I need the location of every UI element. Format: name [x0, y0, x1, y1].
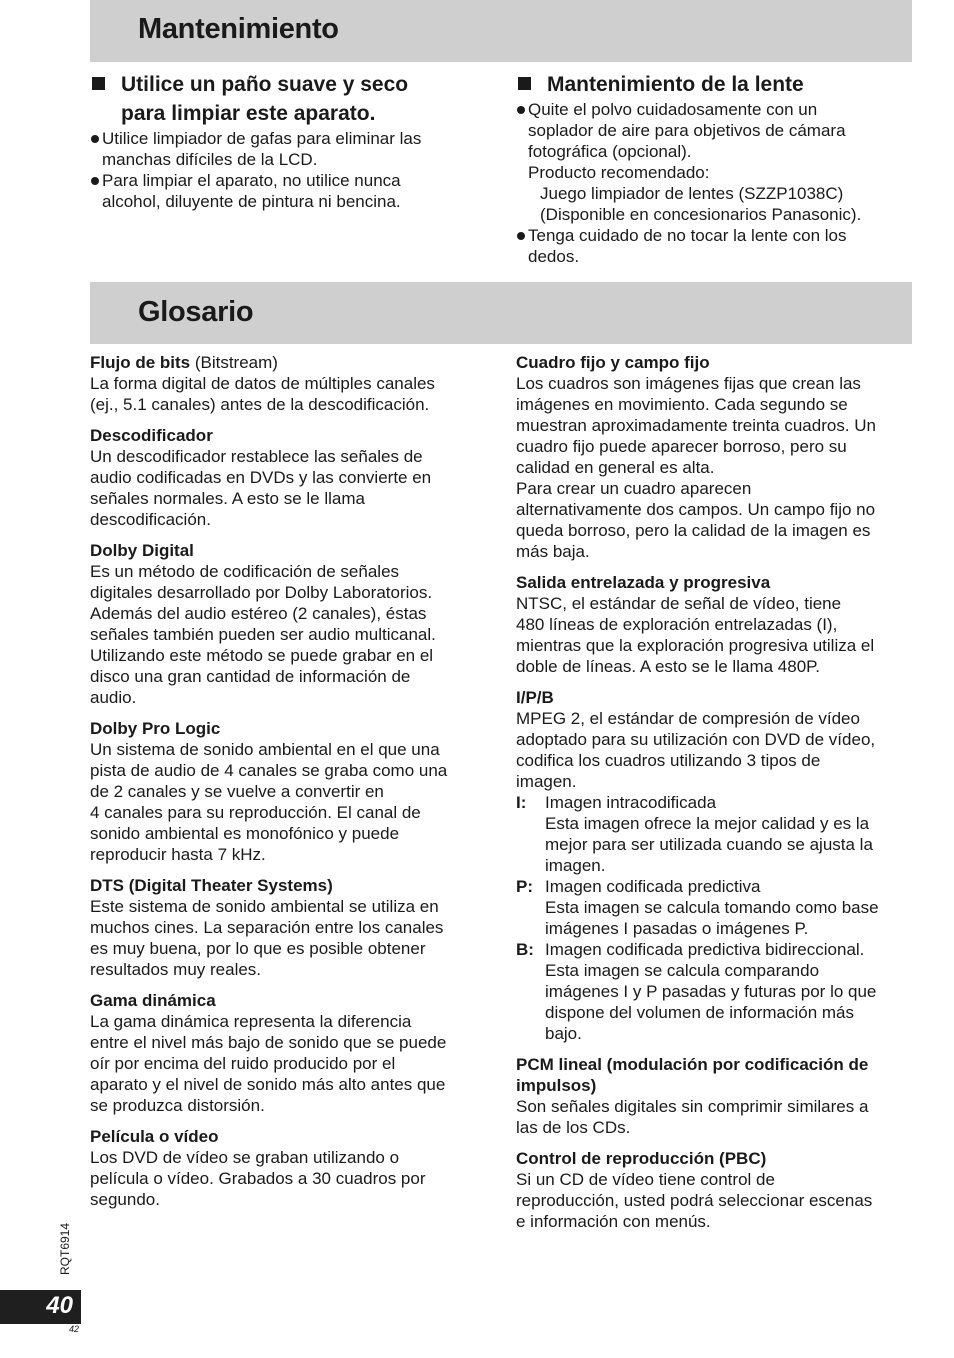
- term-text: Película o vídeo: [90, 1127, 219, 1146]
- text-line: sonido ambiental es monofónico y puede: [90, 824, 400, 843]
- term-text: Dolby Digital: [90, 541, 194, 560]
- text-line: mejor para ser utilizada cuando se ajusta la: [545, 835, 873, 854]
- text-line: imágenes en movimiento. Cada segundo se: [516, 395, 848, 414]
- text-line: imagen.: [545, 856, 606, 875]
- cleaning-bullet: [90, 128, 490, 170]
- text-line: audio.: [90, 688, 137, 707]
- text-line: doble de líneas. A esto se le llama 480P.: [516, 657, 821, 676]
- picture-type-description: [545, 876, 912, 939]
- glossary-definition: [90, 739, 490, 865]
- picture-type-item: [516, 792, 912, 876]
- lens-bullet: [516, 225, 912, 267]
- picture-type-item: [516, 939, 912, 1044]
- text-line: segundo.: [90, 1190, 160, 1209]
- glossary-term: [90, 540, 490, 561]
- lens-heading: [516, 70, 912, 99]
- glossary-term: Control de reproducción (PBC): [516, 1149, 767, 1168]
- text-line: calidad en general es alta.: [516, 458, 715, 477]
- term-text: DTS (Digital Theater Systems): [90, 876, 333, 895]
- text-line: dedos.: [528, 247, 580, 266]
- glossary-term: [90, 352, 490, 373]
- text-line: Imagen intracodificada: [545, 793, 717, 812]
- text-line: Es un método de codificación de señales: [90, 562, 400, 581]
- text-line: 4 canales para su reproducción. El canal de: [90, 803, 421, 822]
- term-line: PCM lineal (modulación por codificación de: [516, 1055, 869, 1074]
- text-line: queda borroso, pero la calidad de la imagen es: [516, 521, 871, 540]
- picture-type-key: P:: [516, 877, 533, 896]
- text-line: e información con menús.: [516, 1212, 711, 1231]
- glossary-right-column: [516, 352, 912, 1242]
- glossary-entry: [90, 718, 490, 865]
- maintenance-right-column: [516, 70, 912, 267]
- glossary-definition: [90, 1011, 490, 1116]
- glossary-definition: [90, 373, 490, 415]
- glossary-entry-pcm: [516, 1054, 912, 1138]
- text-line: Esta imagen se calcula tomando como base: [545, 898, 879, 917]
- text-line: Para limpiar el aparato, no utilice nunca: [102, 171, 401, 190]
- glossary-entry-cuadro: [516, 352, 912, 562]
- text-line: Los cuadros son imágenes fijas que crean las: [516, 374, 861, 393]
- glossary-definition: [90, 896, 490, 980]
- text-line: Además del audio estéreo (2 canales), éstas: [90, 604, 427, 623]
- text-line: Tenga cuidado de no tocar la lente con los: [528, 226, 847, 245]
- recommended-label: Producto recomendado:: [528, 163, 710, 182]
- glossary-definition: [516, 373, 912, 562]
- glossary-term: Cuadro fijo y campo fijo: [516, 353, 710, 372]
- text-line: mientras que la exploración progresiva utiliza el: [516, 636, 875, 655]
- text-line: Los DVD de vídeo se graban utilizando o: [90, 1148, 400, 1167]
- text-line: Imagen codificada predictiva bidireccional.: [545, 940, 865, 959]
- text-line: La forma digital de datos de múltiples canales: [90, 374, 435, 393]
- recommended-availability: (Disponible en concesionarios Panasonic).: [540, 205, 862, 224]
- cleaning-bullet: [90, 170, 490, 212]
- glossary-entry: [90, 352, 490, 415]
- picture-type-description: [545, 792, 912, 876]
- text-line: resultados muy reales.: [90, 960, 262, 979]
- glossary-term: [90, 875, 490, 896]
- glossary-left-column: [90, 352, 490, 1220]
- text-line: NTSC, el estándar de señal de vídeo, tiene: [516, 594, 842, 613]
- maintenance-title: Mantenimiento: [138, 13, 339, 45]
- glossary-header-band: [90, 282, 912, 344]
- text-line: Imagen codificada predictiva: [545, 877, 761, 896]
- text-line: se produzca distorsión.: [90, 1096, 265, 1115]
- text-line: Un descodificador restablece las señales de: [90, 447, 423, 466]
- maintenance-left-column: [90, 70, 490, 212]
- text-line: adoptado para su utilización con DVD de vídeo,: [516, 730, 876, 749]
- glossary-definition: [90, 446, 490, 530]
- glossary-entry-ipb: [516, 687, 912, 1044]
- text-line: codifica los cuadros utilizando 3 tipos de: [516, 751, 821, 770]
- text-line: reproducir hasta 7 kHz.: [90, 845, 266, 864]
- text-line: imágenes I y P pasadas y futuras por lo que: [545, 982, 877, 1001]
- page-number-box: [0, 1290, 81, 1324]
- text-line: Este sistema de sonido ambiental se utiliza en: [90, 897, 439, 916]
- page-number: 40: [46, 1292, 73, 1319]
- secondary-page-number: 42: [69, 1324, 80, 1334]
- text-line: Si un CD de vídeo tiene control de: [516, 1170, 775, 1189]
- text-line: cuadro fijo puede aparecer borroso, pero su: [516, 437, 847, 456]
- text-line: oír por encima del ruido producido por el: [90, 1054, 396, 1073]
- text-line: Esta imagen se calcula comparando: [545, 961, 820, 980]
- glossary-term: [90, 425, 490, 446]
- text-line: más baja.: [516, 542, 590, 561]
- text-line: disco una gran cantidad de información de: [90, 667, 411, 686]
- text-line: Son señales digitales sin comprimir similares a: [516, 1097, 869, 1116]
- text-line: Utilizando este método se puede grabar en el: [90, 646, 434, 665]
- text-line: dispone del volumen de información más: [545, 1003, 855, 1022]
- glossary-definition: [516, 1169, 912, 1232]
- text-line: es muy buena, por lo que es posible obtener: [90, 939, 426, 958]
- recommended-product: Juego limpiador de lentes (SZZP1038C): [540, 184, 844, 203]
- text-line: muchos cines. La separación entre los canales: [90, 918, 444, 937]
- text-line: 480 líneas de exploración entrelazadas (I),: [516, 615, 838, 634]
- text-line: señales también pueden ser audio multicanal.: [90, 625, 436, 644]
- text-line: Un sistema de sonido ambiental en el que una: [90, 740, 440, 759]
- text-line: entre el nivel más bajo de sonido que se puede: [90, 1033, 447, 1052]
- text-line: (ej., 5.1 canales) antes de la descodificación.: [90, 395, 430, 414]
- term-text: Dolby Pro Logic: [90, 719, 221, 738]
- text-line: Esta imagen ofrece la mejor calidad y es la: [545, 814, 870, 833]
- text-line: descodificación.: [90, 510, 211, 529]
- cleaning-heading-line2: para limpiar este aparato.: [121, 102, 376, 125]
- picture-type-key: B:: [516, 940, 534, 959]
- picture-type-key: I:: [516, 793, 527, 812]
- glossary-entry: [90, 425, 490, 530]
- glossary-definition: [516, 593, 912, 677]
- lens-heading-text: Mantenimiento de la lente: [547, 73, 804, 96]
- glossary-term: [90, 718, 490, 739]
- text-line: muestran aproximadamente treinta cuadros. Un: [516, 416, 877, 435]
- glossary-entry: [90, 540, 490, 708]
- square-bullet-icon: [518, 77, 531, 90]
- text-line: de 2 canales y se vuelve a convertir en: [90, 782, 384, 801]
- cleaning-heading: [90, 70, 490, 128]
- glossary-term: Salida entrelazada y progresiva: [516, 573, 771, 592]
- term-translation: (Bitstream): [190, 353, 278, 372]
- glossary-entry-salida: [516, 572, 912, 677]
- text-line: película o vídeo. Grabados a 30 cuadros por: [90, 1169, 426, 1188]
- cleaning-heading-line1: Utilice un paño suave y seco: [121, 73, 409, 96]
- text-line: imagen.: [516, 772, 577, 791]
- glossary-entry: [90, 875, 490, 980]
- text-line: manchas difíciles de la LCD.: [102, 150, 318, 169]
- text-line: alcohol, diluyente de pintura ni bencina.: [102, 192, 401, 211]
- glossary-term: I/P/B: [516, 688, 554, 707]
- text-line: pista de audio de 4 canales se graba como una: [90, 761, 448, 780]
- lens-bullet: [516, 99, 912, 162]
- text-line: las de los CDs.: [516, 1118, 631, 1137]
- text-line: señales normales. A esto se le llama: [90, 489, 365, 508]
- glossary-term: [90, 1126, 490, 1147]
- text-line: La gama dinámica representa la diferencia: [90, 1012, 412, 1031]
- glossary-definition: [516, 1096, 912, 1138]
- text-line: soplador de aire para objetivos de cámara: [528, 121, 846, 140]
- glossary-title: Glosario: [138, 296, 254, 328]
- picture-type-description: [545, 939, 912, 1044]
- glossary-term: [516, 1054, 912, 1096]
- glossary-definition: [516, 708, 912, 792]
- text-line: audio codificadas en DVDs y las convierte en: [90, 468, 432, 487]
- term-text: Descodificador: [90, 426, 213, 445]
- text-line: Para crear un cuadro aparecen: [516, 479, 752, 498]
- text-line: fotográfica (opcional).: [528, 142, 692, 161]
- glossary-definition: [90, 561, 490, 708]
- term-line: impulsos): [516, 1076, 597, 1095]
- text-line: digitales desarrollado por Dolby Laboratorios.: [90, 583, 433, 602]
- maintenance-header-band: [90, 0, 912, 62]
- picture-type-item: [516, 876, 912, 939]
- square-bullet-icon: [92, 77, 105, 90]
- term-text: Flujo de bits: [90, 353, 191, 372]
- glossary-entry: [90, 990, 490, 1116]
- text-line: aparato y el nivel de sonido más alto antes que: [90, 1075, 446, 1094]
- text-line: bajo.: [545, 1024, 582, 1043]
- glossary-term: [90, 990, 490, 1011]
- term-text: Gama dinámica: [90, 991, 216, 1010]
- glossary-entry-pbc: [516, 1148, 912, 1232]
- text-line: imágenes I pasadas o imágenes P.: [545, 919, 809, 938]
- model-code: RQT6914: [58, 1222, 72, 1275]
- text-line: alternativamente dos campos. Un campo fijo no: [516, 500, 876, 519]
- text-line: MPEG 2, el estándar de compresión de vídeo: [516, 709, 860, 728]
- text-line: Utilice limpiador de gafas para eliminar las: [102, 129, 422, 148]
- picture-type-list: [516, 792, 912, 1044]
- text-line: reproducción, usted podrá seleccionar escenas: [516, 1191, 873, 1210]
- glossary-definition: [90, 1147, 490, 1210]
- glossary-entry: [90, 1126, 490, 1210]
- text-line: Quite el polvo cuidadosamente con un: [528, 100, 818, 119]
